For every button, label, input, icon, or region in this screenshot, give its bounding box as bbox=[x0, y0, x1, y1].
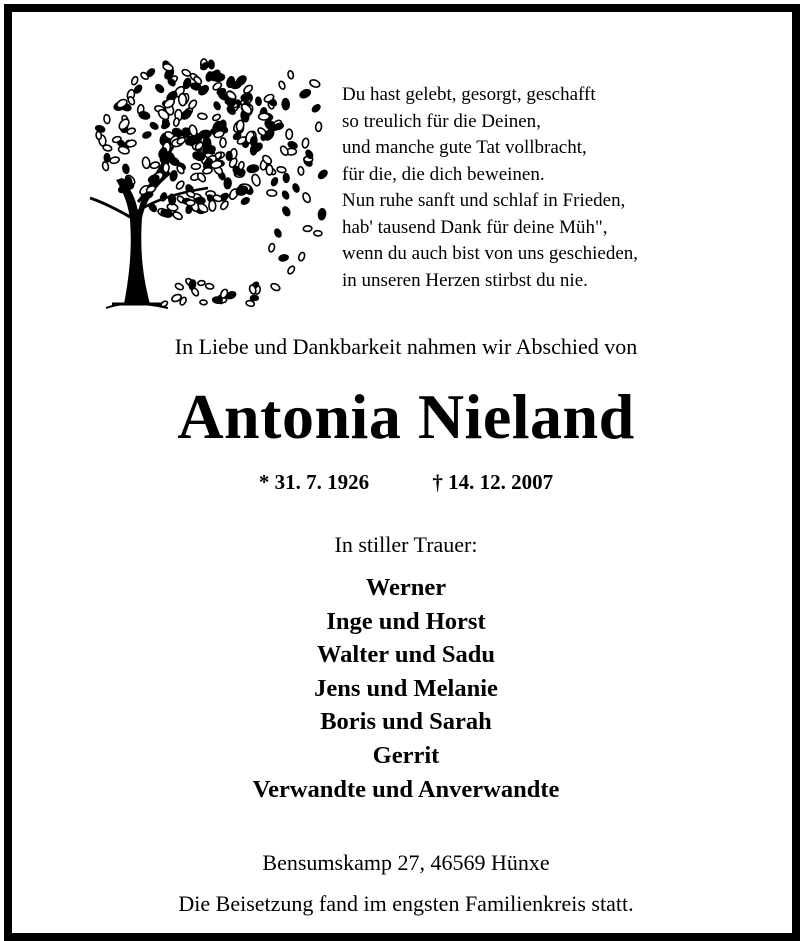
survivors-list bbox=[12, 571, 800, 806]
poem-line: für die, die dich beweinen. bbox=[342, 163, 545, 185]
life-dates bbox=[12, 470, 800, 495]
obituary-frame bbox=[4, 4, 800, 941]
intro-text: In Liebe und Dankbarkeit nahmen wir Abschied von bbox=[174, 334, 638, 359]
mourning-heading: In stiller Trauer: bbox=[334, 532, 478, 557]
poem-line: wenn du auch bist von uns geschieden, bbox=[342, 243, 639, 264]
survivor-entry: Walter und Sadu bbox=[317, 641, 495, 669]
tree-with-falling-leaves-icon bbox=[72, 42, 332, 312]
poem-line: und manche gute Tat vollbracht, bbox=[342, 137, 587, 158]
survivor-entry: Boris und Sarah bbox=[320, 708, 492, 736]
survivor-entry: Verwandte und Anverwandte bbox=[252, 775, 560, 803]
birth-date: * 31. 7. 1926 bbox=[258, 470, 370, 494]
death-date: † 14. 12. 2007 bbox=[432, 470, 554, 494]
poem-line: Nun ruhe sanft und schlaf in Frieden, bbox=[342, 190, 626, 211]
poem bbox=[342, 82, 638, 294]
poem-line: in unseren Herzen stirbst du nie. bbox=[342, 269, 588, 291]
survivor-entry: Inge und Horst bbox=[326, 607, 486, 635]
deceased-name: Antonia Nieland bbox=[177, 381, 635, 452]
survivor-entry: Werner bbox=[365, 574, 447, 601]
survivor-entry: Jens und Melanie bbox=[314, 674, 498, 702]
funeral-note: Die Beisetzung fand im engsten Familienkreis statt. bbox=[178, 891, 634, 916]
survivor-entry: Gerrit bbox=[372, 741, 440, 769]
poem-line: hab' tausend Dank für deine Müh", bbox=[342, 216, 608, 238]
poem-line: Du hast gelebt, gesorgt, geschafft bbox=[342, 84, 596, 105]
address: Bensumskamp 27, 46569 Hünxe bbox=[262, 850, 550, 875]
poem-line: so treulich für die Deinen, bbox=[342, 110, 541, 132]
